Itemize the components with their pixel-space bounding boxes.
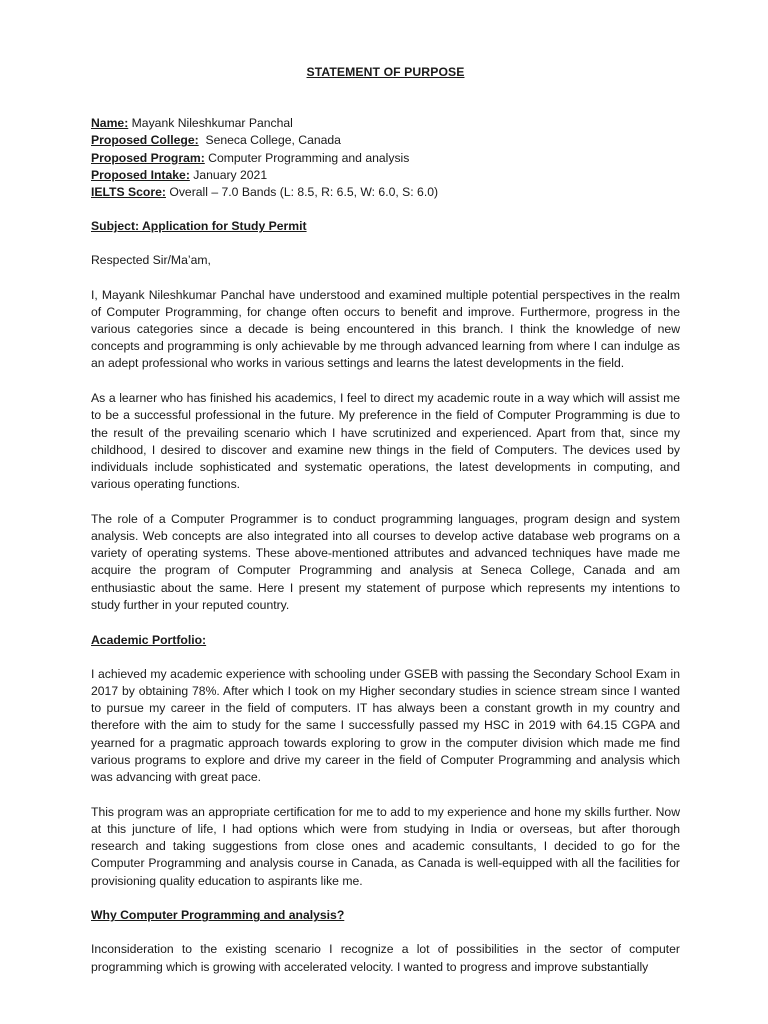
applicant-info [91,115,680,201]
body-paragraph: This program was an appropriate certification for me to add to my experience and hone my skills further. Now at this juncture of life, I had options which were from studying in India or overseas, but after thorough research and taking suggestions from close ones and academic consultants, I decided to go for the Computer Programming and analysis course in Canada, as Canada is well-equipped with all the facilities for provisioning quality education to aspirants like me. [91,804,680,888]
document-title: STATEMENT OF PURPOSE [306,65,465,79]
info-college [91,132,680,149]
body-paragraph: I achieved my academic experience with schooling under GSEB with passing the Secondary School Exam in 2017 by obtaining 78%. After which I took on my Higher secondary studies in science stream since I wanted to pursue my career in the field of computers. IT has always been a constant growth in my country and therefore with the aim to study for the same I successfully passed my HSC in 2019 with 64.15 CGPA and yearned for a pragmatic approach towards exploring to grow in the computer division which made me find various programs to explore and drive my career in the field of Computer Programming and analysis which was advancing with great pace. [91,666,680,784]
body-paragraph: The role of a Computer Programmer is to conduct programming languages, program design and system analysis. Web concepts are also integrated into all courses to develop active database web programs on a variety of operating systems. These above-mentioned attributes and advanced techniques have made me acquire the program of Computer Programming and analysis at Seneca College, Canada and am enthusiastic about the same. Here I present my statement of purpose which represents my intentions to study further in your reputed country. [91,511,680,612]
subject-line: Subject: Application for Study Permit [91,219,307,234]
why-program-heading: Why Computer Programming and analysis? [91,908,345,923]
info-label: Proposed College: [91,133,199,148]
info-value: Mayank Nileshkumar Panchal [128,116,293,131]
info-value: Seneca College, Canada [198,133,341,148]
body-paragraph: As a learner who has finished his academics, I feel to direct my academic route in a way which will assist me to be a successful professional in the future. My preference in the field of Computer Programming is due to the result of the prevailing scenario which I have scrutinized and experienced. Apart from that, since my childhood, I desired to discover and examine new things in the field of Computers. The devices used by individuals include sophisticated and systematic operations, the latest developments in computing, and various operating functions. [91,391,680,492]
info-program [91,150,680,167]
salutation: Respected Sir/Ma’am, [91,253,211,268]
info-name [91,115,680,132]
info-value: Computer Programming and analysis [204,150,410,165]
info-label: Name: [91,116,129,131]
info-intake [91,167,680,184]
info-label: Proposed Intake: [91,167,190,182]
academic-portfolio-heading: Academic Portfolio: [91,632,207,647]
body-paragraph: Inconsideration to the existing scenario I recognize a lot of possibilities in the sector of computer programming which is growing with accelerated velocity. I wanted to progress and improve substantially [91,942,680,974]
body-paragraph: I, Mayank Nileshkumar Panchal have understood and examined multiple potential perspectives in the realm of Computer Programming, for change often occurs to benefit and improve. Furthermore, progress in the various categories since a decade is being encountered in this branch. I think the knowledge of new concepts and programming is only achievable by me through advanced learning from where I can indulge as an adept professional who works in various settings and learns the latest developments in the field. [91,287,680,371]
info-value: January 2021 [189,167,268,182]
info-value: Overall – 7.0 Bands (L: 8.5, R: 6.5, W: 6.0, S: 6.0) [165,185,439,200]
info-ielts [91,184,680,201]
info-label: Proposed Program: [91,150,205,165]
info-label: IELTS Score: [91,185,166,200]
